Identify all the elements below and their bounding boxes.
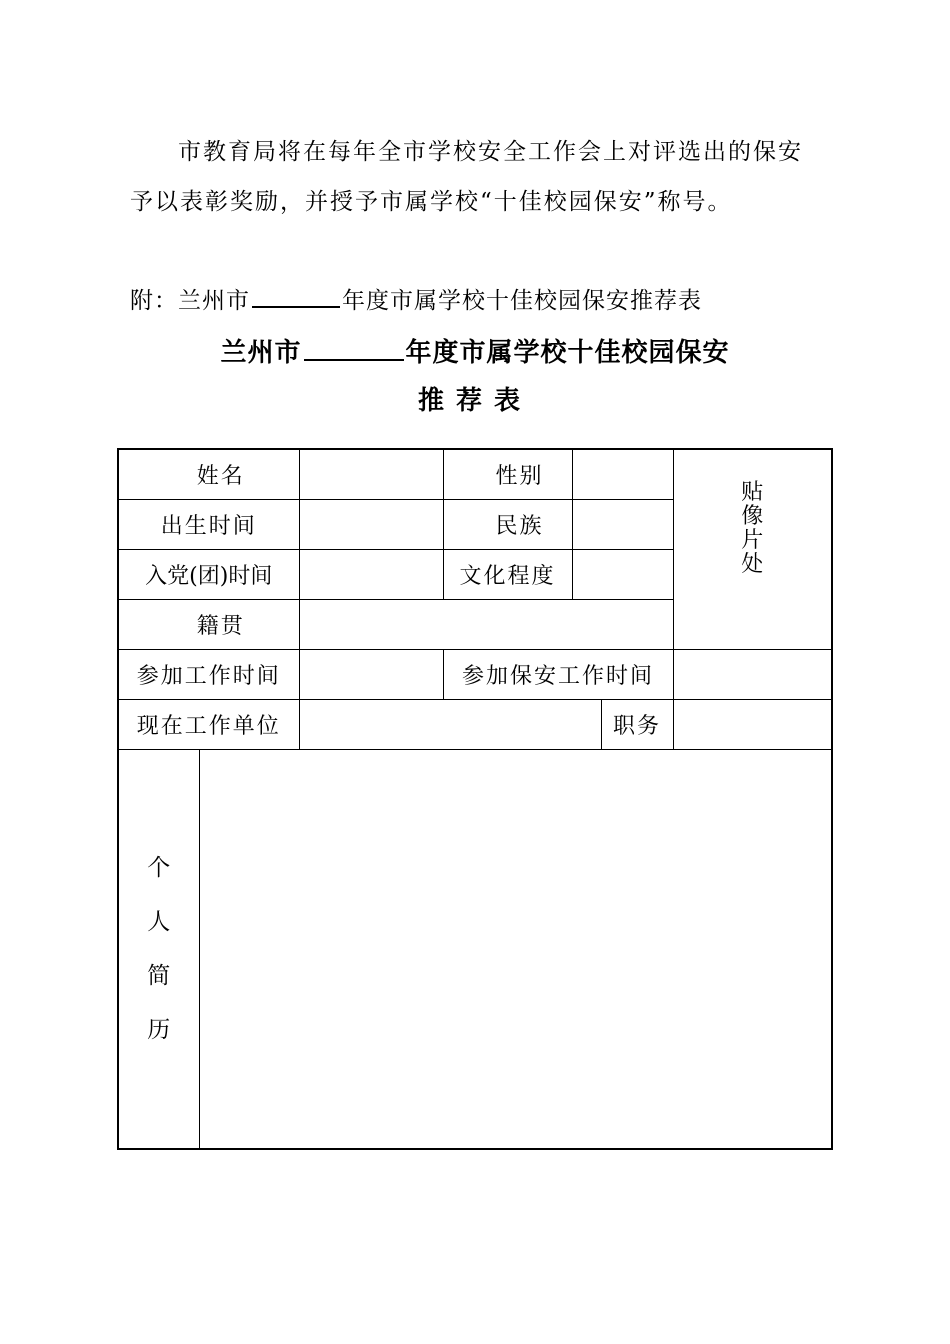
label-ethnicity: 民族 [443, 499, 572, 549]
label-gender: 性别 [443, 449, 572, 499]
photo-label: 贴像片处 [741, 480, 764, 578]
field-position[interactable] [673, 699, 832, 749]
attachment-prefix: 附：兰州市 [130, 288, 250, 314]
year-blank [252, 284, 340, 308]
field-security-start[interactable] [673, 649, 832, 699]
field-resume[interactable] [199, 749, 832, 1149]
label-education: 文化程度 [443, 549, 572, 599]
field-education[interactable] [572, 549, 673, 599]
field-name[interactable] [299, 449, 443, 499]
field-gender[interactable] [572, 449, 673, 499]
attachment-line [130, 282, 702, 315]
label-position: 职务 [601, 699, 673, 749]
form-title-suffix: 年度市属学校十佳校园保安 [405, 338, 730, 368]
field-work-start[interactable] [299, 649, 443, 699]
title-year-blank [304, 335, 404, 361]
field-native-place[interactable] [299, 599, 673, 649]
photo-area[interactable] [673, 449, 832, 649]
intro-line-1: 市教育局将在每年全市学校安全工作会上对评选出的保安 [178, 139, 803, 165]
form-title [0, 332, 950, 369]
label-native-place: 籍贯 [118, 599, 299, 649]
attachment-suffix: 年度市属学校十佳校园保安推荐表 [342, 288, 702, 314]
label-birth: 出生时间 [118, 499, 299, 549]
label-party-join: 入党(团)时间 [118, 549, 299, 599]
field-birth[interactable] [299, 499, 443, 549]
resume-label: 个人简历 [147, 854, 171, 1043]
label-resume [118, 749, 199, 1149]
form-subtitle: 推荐表 [417, 386, 532, 416]
intro-line-2: 予以表彰奖励，并授予市属学校“十佳校园保安”称号。 [130, 189, 733, 215]
label-security-start: 参加保安工作时间 [443, 649, 673, 699]
label-current-unit: 现在工作单位 [118, 699, 299, 749]
field-current-unit[interactable] [299, 699, 601, 749]
form-title-prefix: 兰州市 [220, 338, 302, 368]
field-ethnicity[interactable] [572, 499, 673, 549]
label-work-start: 参加工作时间 [118, 649, 299, 699]
field-party-join[interactable] [299, 549, 443, 599]
label-name: 姓名 [118, 449, 299, 499]
intro-paragraph [130, 127, 830, 227]
recommendation-form [117, 448, 833, 1150]
